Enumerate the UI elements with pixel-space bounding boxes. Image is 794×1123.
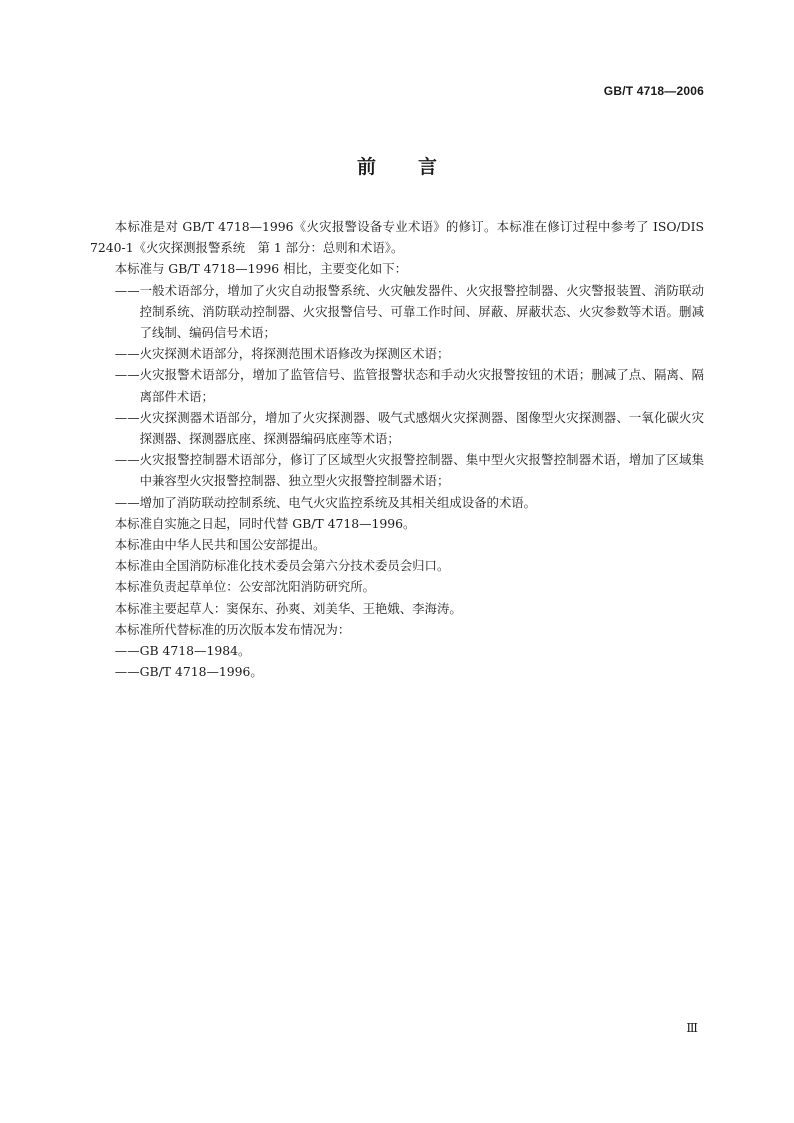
- change-item-text: 火灾探测器术语部分，增加了火灾探测器、吸气式感烟火灾探测器、图像型火灾探测器、一氧化碳火灾探测器、探测器底座、探测器编码底座等术语；: [139, 409, 704, 447]
- history-item-text: GB/T 4718—1996。: [139, 664, 263, 680]
- list-dash: ——: [114, 367, 140, 383]
- intro-paragraph: 本标准是对 GB/T 4718—1996《火灾报警设备专业术语》的修订。本标准在修订过程中参考了 ISO/DIS 7240-1《火灾探测报警系统 第 1 部分：总则和术语》。: [90, 219, 704, 256]
- change-item: [90, 364, 704, 406]
- list-dash: ——: [114, 664, 140, 680]
- history-item-text: GB 4718—1984。: [139, 643, 251, 659]
- history-intro-statement: 本标准所代替标准的历次版本发布情况为：: [114, 621, 351, 637]
- list-dash: ——: [114, 643, 140, 659]
- changes-intro-paragraph: 本标准与 GB/T 4718—1996 相比，主要变化如下：: [114, 261, 407, 277]
- change-item-text: 火灾报警术语部分，增加了监管信号、监管报警状态和手动火灾报警按钮的术语；删减了点、隔离、隔离部件术语；: [139, 367, 704, 404]
- proposer-statement: 本标准由中华人民共和国公安部提出。: [114, 537, 326, 553]
- history-item: [90, 640, 704, 661]
- committee-statement: 本标准由全国消防标准化技术委员会第六分技术委员会归口。: [114, 558, 450, 574]
- history-item: [90, 661, 704, 682]
- drafting-unit-statement: 本标准负责起草单位：公安部沈阳消防研究所。: [114, 579, 375, 595]
- standard-number: GB/T 4718—2006: [603, 84, 704, 98]
- change-item: [90, 407, 704, 449]
- change-item: [90, 492, 704, 513]
- page-title: 前言: [356, 156, 479, 178]
- change-item: [90, 343, 704, 364]
- change-item-text: 增加了消防联动控制系统、电气火灾监控系统及其相关组成设备的术语。: [139, 494, 537, 510]
- replacement-statement: 本标准自实施之日起，同时代替 GB/T 4718—1996。: [114, 515, 416, 531]
- drafters-statement: 本标准主要起草人：窦保东、孙爽、刘美华、王艳娥、李海涛。: [114, 600, 462, 616]
- foreword-body: [90, 216, 704, 682]
- list-dash: ——: [114, 282, 140, 298]
- change-item-text: 火灾探测术语部分，将探测范围术语修改为探测区术语；: [139, 346, 450, 362]
- list-dash: ——: [114, 409, 140, 425]
- change-item: [90, 449, 704, 491]
- list-dash: ——: [114, 452, 140, 468]
- change-item-text: 一般术语部分，增加了火灾自动报警系统、火灾触发器件、火灾报警控制器、火灾警报装置、消防联动控制系统、消防联动控制器、火灾报警信号、可靠工作时间、屏蔽、屏蔽状态、火灾参数等术语。删减了线制、编码信号术语；: [139, 282, 704, 341]
- list-dash: ——: [114, 346, 140, 362]
- page-number: Ⅲ: [686, 1021, 698, 1035]
- change-item: [90, 280, 704, 344]
- list-dash: ——: [114, 494, 140, 510]
- change-item-text: 火灾报警控制器术语部分，修订了区域型火灾报警控制器、集中型火灾报警控制器术语，增加了区域集中兼容型火灾报警控制器、独立型火灾报警控制器术语；: [139, 452, 704, 489]
